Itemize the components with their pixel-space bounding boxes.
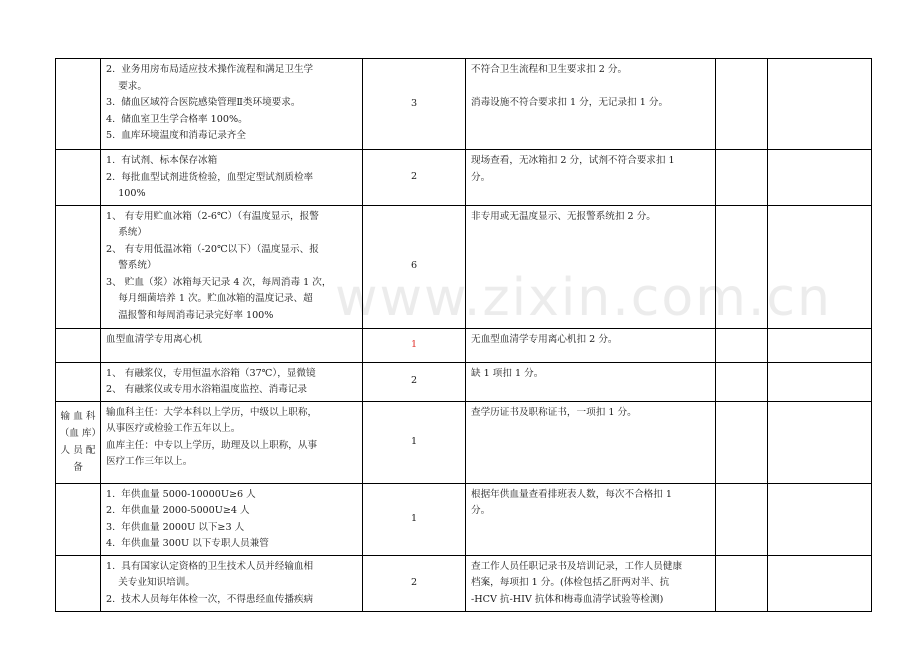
content-line: 2. 业务用房布局适应技术操作流程和满足卫生学 (106, 64, 314, 75)
table-row (56, 483, 872, 555)
watermark: www.zixin.com.cn (335, 268, 832, 328)
blank-cell (768, 555, 872, 611)
content-line: 2. 每批血型试剂进货检验，血型定型试剂质检率 (106, 171, 314, 183)
content-line: 4. 年供血量 300U 以下专职人员兼管 (106, 538, 269, 549)
content-cell (101, 150, 363, 206)
blank-cell (768, 401, 872, 483)
inspection-table (55, 58, 872, 612)
table-row (56, 362, 872, 401)
criteria-line: 消毒设施不符合要求扣 1 分，无记录扣 1 分。 (471, 96, 669, 108)
content-line: 1. 有试剂、标本保存冰箱 (106, 155, 218, 166)
criteria-line: 分。 (471, 505, 491, 516)
blank-cell (716, 483, 768, 555)
criteria-cell (466, 59, 716, 150)
criteria-cell (466, 205, 716, 328)
content-line: 从事医疗或检验工作五年以上。 (106, 423, 241, 434)
content-cell (101, 555, 363, 611)
blank-cell (768, 150, 872, 206)
category-cell (56, 59, 101, 150)
content-cell (101, 59, 363, 150)
category-cell (56, 555, 101, 611)
criteria-line: 非专用或无温度显示、无报警系统扣 2 分。 (471, 210, 656, 222)
content-cell (101, 483, 363, 555)
criteria-line: 现场查看，无冰箱扣 2 分，试剂不符合要求扣 1 (471, 155, 675, 166)
content-cell (101, 205, 363, 328)
criteria-cell (466, 555, 716, 611)
table-row (56, 401, 872, 483)
content-line: 血库主任：中专以上学历，助理及以上职称，从事 (106, 439, 318, 451)
blank-cell (768, 362, 872, 401)
category-cell (56, 483, 101, 555)
criteria-cell (466, 150, 716, 206)
table-row (56, 555, 872, 611)
criteria-line: 不符合卫生流程和卫生要求扣 2 分。 (471, 64, 628, 75)
content-line: 5. 血库环境温度和消毒记录齐全 (106, 130, 246, 141)
criteria-line: 无血型血清学专用离心机扣 2 分。 (471, 333, 618, 345)
criteria-line: 分。 (471, 171, 491, 183)
content-line: 3、 贮血（浆）冰箱每天记录 4 次，每周消毒 1 次， (106, 276, 332, 288)
blank-cell (716, 59, 768, 150)
blank-cell (716, 328, 768, 362)
criteria-line: 查工作人员任职记录书及培训记录，工作人员健康 (471, 560, 683, 572)
score-cell: 2 (363, 150, 466, 206)
content-cell (101, 362, 363, 401)
content-line: 要求。 (106, 80, 147, 92)
content-line: 2、 有融浆仪或专用水浴箱温度监控、消毒记录 (106, 384, 308, 395)
blank-cell (716, 401, 768, 483)
score-cell: 1 (363, 328, 466, 362)
table-row (56, 328, 872, 362)
category-cell (56, 362, 101, 401)
table-row (56, 59, 872, 150)
content-line: 1、 有融浆仪，专用恒温水浴箱（37℃），显微镜 (106, 367, 316, 379)
content-line: 4. 储血室卫生学合格率 100%。 (106, 113, 248, 125)
score-cell: 1 (363, 401, 466, 483)
content-line: 1. 具有国家认定资格的卫生技术人员并经输血相 (106, 560, 314, 572)
score-cell: 2 (363, 555, 466, 611)
content-line: 1、 有专用贮血冰箱（2-6℃）（有温度显示，报警 (106, 210, 319, 222)
content-line: 温报警和每周消毒记录完好率 100% (106, 309, 274, 321)
content-line: 2、 有专用低温冰箱（-20℃以下）（温度显示、报 (106, 243, 319, 255)
criteria-cell (466, 362, 716, 401)
content-line: 每月细菌培养 1 次。贮血冰箱的温度记录、超 (106, 293, 313, 304)
blank-cell (768, 483, 872, 555)
criteria-cell (466, 401, 716, 483)
category-cell (56, 205, 101, 328)
criteria-line (471, 79, 710, 95)
criteria-line: 缺 1 项扣 1 分。 (471, 367, 544, 379)
category-cell (56, 150, 101, 206)
criteria-cell (466, 328, 716, 362)
content-cell (101, 401, 363, 483)
content-line: 3. 储血区域符合医院感染管理Ⅱ类环境要求。 (106, 97, 301, 108)
category-cell: 输 血 科（血 库）人 员 配 备 (56, 401, 101, 483)
content-line: 血型血清学专用离心机 (106, 333, 202, 345)
blank-cell (716, 362, 768, 401)
content-line: 系统） (106, 227, 147, 238)
blank-cell (716, 205, 768, 328)
blank-cell (716, 150, 768, 206)
content-line: 2. 技术人员每年体检一次，不得患经血传播疾病 (106, 593, 314, 605)
blank-cell (768, 59, 872, 150)
content-line: 医疗工作三年以上。 (106, 456, 193, 467)
score-cell: 2 (363, 362, 466, 401)
content-line: 100% (106, 188, 146, 199)
content-line: 1. 年供血量 5000-10000U≥6 人 (106, 488, 256, 500)
table-row (56, 150, 872, 206)
blank-cell (768, 328, 872, 362)
criteria-line: 根据年供血量查看排班表人数，每次不合格扣 1 (471, 488, 673, 500)
criteria-line: -HCV 抗-HIV 抗体和梅毒血清学试验等检测) (471, 593, 664, 605)
criteria-line: 查学历证书及职称证书，一项扣 1 分。 (471, 406, 637, 418)
content-line: 输血科主任：大学本科以上学历，中级以上职称， (106, 406, 318, 418)
score-cell: 6 (363, 205, 466, 328)
content-line: 警系统） (106, 260, 157, 271)
criteria-cell (466, 483, 716, 555)
content-line: 2. 年供血量 2000-5000U≥4 人 (106, 505, 250, 516)
content-line: 关专业知识培训。 (106, 577, 195, 588)
blank-cell (768, 205, 872, 328)
table-row (56, 205, 872, 328)
content-cell (101, 328, 363, 362)
category-cell (56, 328, 101, 362)
content-line: 3. 年供血量 2000U 以下≥3 人 (106, 521, 245, 533)
score-cell: 1 (363, 483, 466, 555)
criteria-line: 档案，每项扣 1 分。(体检包括乙肝两对半、抗 (471, 577, 670, 588)
score-cell: 3 (363, 59, 466, 150)
blank-cell (716, 555, 768, 611)
